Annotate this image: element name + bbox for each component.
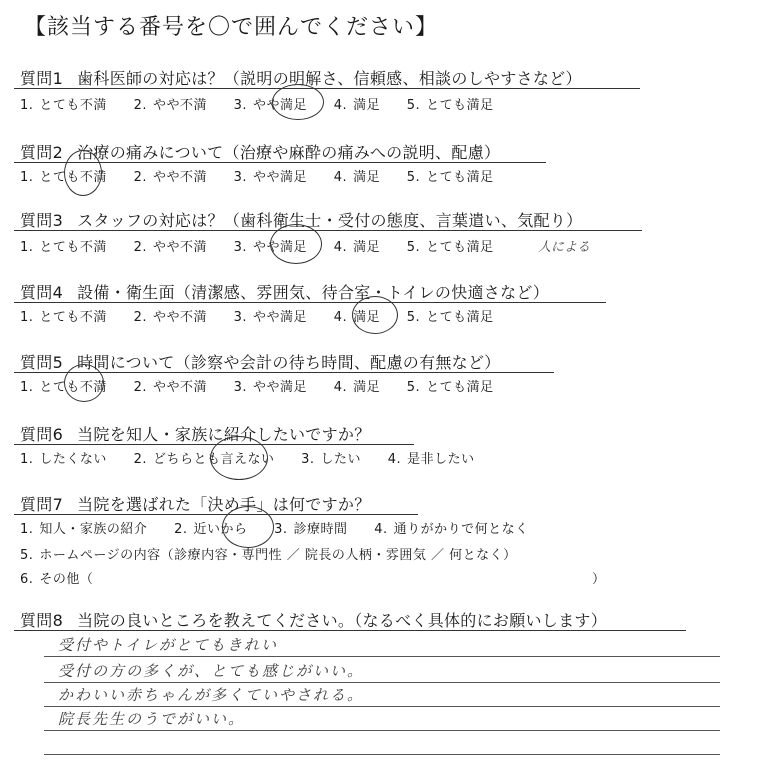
option-4[interactable]: 4. 満足	[333, 98, 381, 113]
question-7	[20, 492, 371, 515]
option-3[interactable]: 3. やや満足	[233, 380, 308, 395]
question-text: 当院を知人・家族に紹介したいですか？	[77, 425, 371, 444]
question-text: 当院を選ばれた「決め手」は何ですか？	[77, 495, 371, 514]
answer-handwritten: かわいい赤ちゃんが多くていやされる。	[58, 686, 365, 704]
option-2[interactable]: 2. やや不満	[133, 380, 207, 395]
option-4[interactable]: 4. 満足	[333, 310, 381, 325]
answer-line	[44, 656, 720, 657]
question-text: スタッフの対応は？（歯科衛生士・受付の態度、言葉遣い、気配り）	[77, 211, 583, 230]
option-4[interactable]: 4. 是非したい	[387, 452, 475, 467]
option-5[interactable]: 5. とても満足	[406, 380, 494, 395]
other-paren-close: ）	[592, 572, 606, 587]
option-5[interactable]: 5. とても満足	[406, 310, 494, 325]
question-text: 当院の良いところを教えてください。（なるべく具体的にお願いします）	[77, 611, 607, 630]
option-1[interactable]: 1. とても不満	[20, 98, 107, 113]
option-3[interactable]: 3. したい	[301, 452, 362, 467]
options-row-4	[20, 306, 516, 325]
question-number: 質問3	[20, 211, 64, 230]
selection-circle	[210, 436, 268, 480]
option-1[interactable]: 1. とても不満	[20, 310, 107, 325]
option-3[interactable]: 3. やや満足	[233, 310, 308, 325]
option-2[interactable]: 2. やや不満	[133, 98, 207, 113]
question-underline	[14, 88, 640, 89]
option-1[interactable]: 1. とても不満	[20, 170, 107, 185]
question-number: 質問1	[20, 69, 64, 88]
answer-handwritten: 受付やトイレがとてもきれい	[58, 636, 278, 654]
option-5[interactable]: 5. とても満足	[406, 240, 494, 255]
answer-line	[44, 730, 720, 731]
selection-circle	[272, 84, 324, 120]
option-2[interactable]: 2. どちらとも言えない	[133, 452, 275, 467]
selection-circle	[270, 224, 322, 264]
answer-handwritten: 院長先生のうでがいい。	[58, 710, 246, 728]
question-number: 質問7	[20, 495, 64, 514]
selection-circle	[222, 506, 274, 548]
option-1[interactable]: 1. とても不満	[20, 380, 107, 395]
selection-circle	[352, 296, 398, 334]
question-underline	[14, 630, 686, 631]
question-underline	[14, 302, 606, 303]
options-row-3	[20, 236, 516, 255]
option-3[interactable]: 3. やや満足	[233, 170, 308, 185]
question-number: 質問8	[20, 611, 64, 630]
answer-line	[44, 754, 720, 755]
question-number: 質問5	[20, 353, 64, 372]
option-4[interactable]: 4. 満足	[333, 170, 381, 185]
option-6[interactable]: 6. その他（	[20, 572, 94, 587]
option-5[interactable]: 5. ホームページの内容（診療内容・専門性 ／ 院長の人柄・雰囲気 ／ 何となく）	[20, 548, 517, 563]
option-3[interactable]: 3. やや満足	[233, 240, 308, 255]
question-text: 歯科医師の対応は？（説明の明解さ、信頼感、相談のしやすさなど）	[77, 69, 582, 88]
page-title: 【該当する番号を〇で囲んでください】	[24, 15, 439, 40]
question-4	[20, 280, 549, 303]
question-text: 治療の痛みについて（治療や麻酔の痛みへの説明、配慮）	[77, 143, 501, 162]
option-3[interactable]: 3. 診療時間	[274, 522, 348, 537]
question-6	[20, 422, 371, 445]
question-8	[20, 608, 607, 631]
option-1[interactable]: 1. 知人・家族の紹介	[20, 522, 148, 537]
question-number: 質問6	[20, 425, 64, 444]
option-3[interactable]: 3. やや満足	[233, 98, 308, 113]
answer-line	[44, 706, 720, 707]
options-row-1	[20, 94, 516, 113]
question-underline	[14, 514, 418, 515]
question-text: 時間について（診察や会計の待ち時間、配慮の有無など）	[77, 353, 501, 372]
handwritten-note: 人による	[538, 240, 591, 255]
option-1[interactable]: 1. したくない	[20, 452, 107, 467]
option-4[interactable]: 4. 通りがかりで何となく	[374, 522, 529, 537]
option-2[interactable]: 2. 近いから	[174, 522, 248, 537]
question-text: 設備・衛生面（清潔感、雰囲気、待合室・トイレの快適さなど）	[77, 283, 549, 302]
options-row-7c	[20, 568, 115, 587]
option-2[interactable]: 2. やや不満	[133, 240, 207, 255]
options-row-7b	[20, 544, 539, 563]
option-1[interactable]: 1. とても不満	[20, 240, 107, 255]
question-number: 質問4	[20, 283, 64, 302]
selection-circle	[64, 150, 102, 196]
option-4[interactable]: 4. 満足	[333, 240, 381, 255]
options-row-7a	[20, 518, 551, 537]
option-5[interactable]: 5. とても満足	[406, 170, 494, 185]
option-5[interactable]: 5. とても満足	[406, 98, 494, 113]
question-underline	[14, 230, 642, 231]
answer-line	[44, 682, 720, 683]
option-2[interactable]: 2. やや不満	[133, 310, 207, 325]
answer-handwritten: 受付の方の多くが、とても感じがいい。	[58, 662, 365, 680]
option-2[interactable]: 2. やや不満	[133, 170, 207, 185]
question-number: 質問2	[20, 143, 64, 162]
option-4[interactable]: 4. 満足	[333, 380, 381, 395]
selection-circle	[64, 364, 104, 402]
